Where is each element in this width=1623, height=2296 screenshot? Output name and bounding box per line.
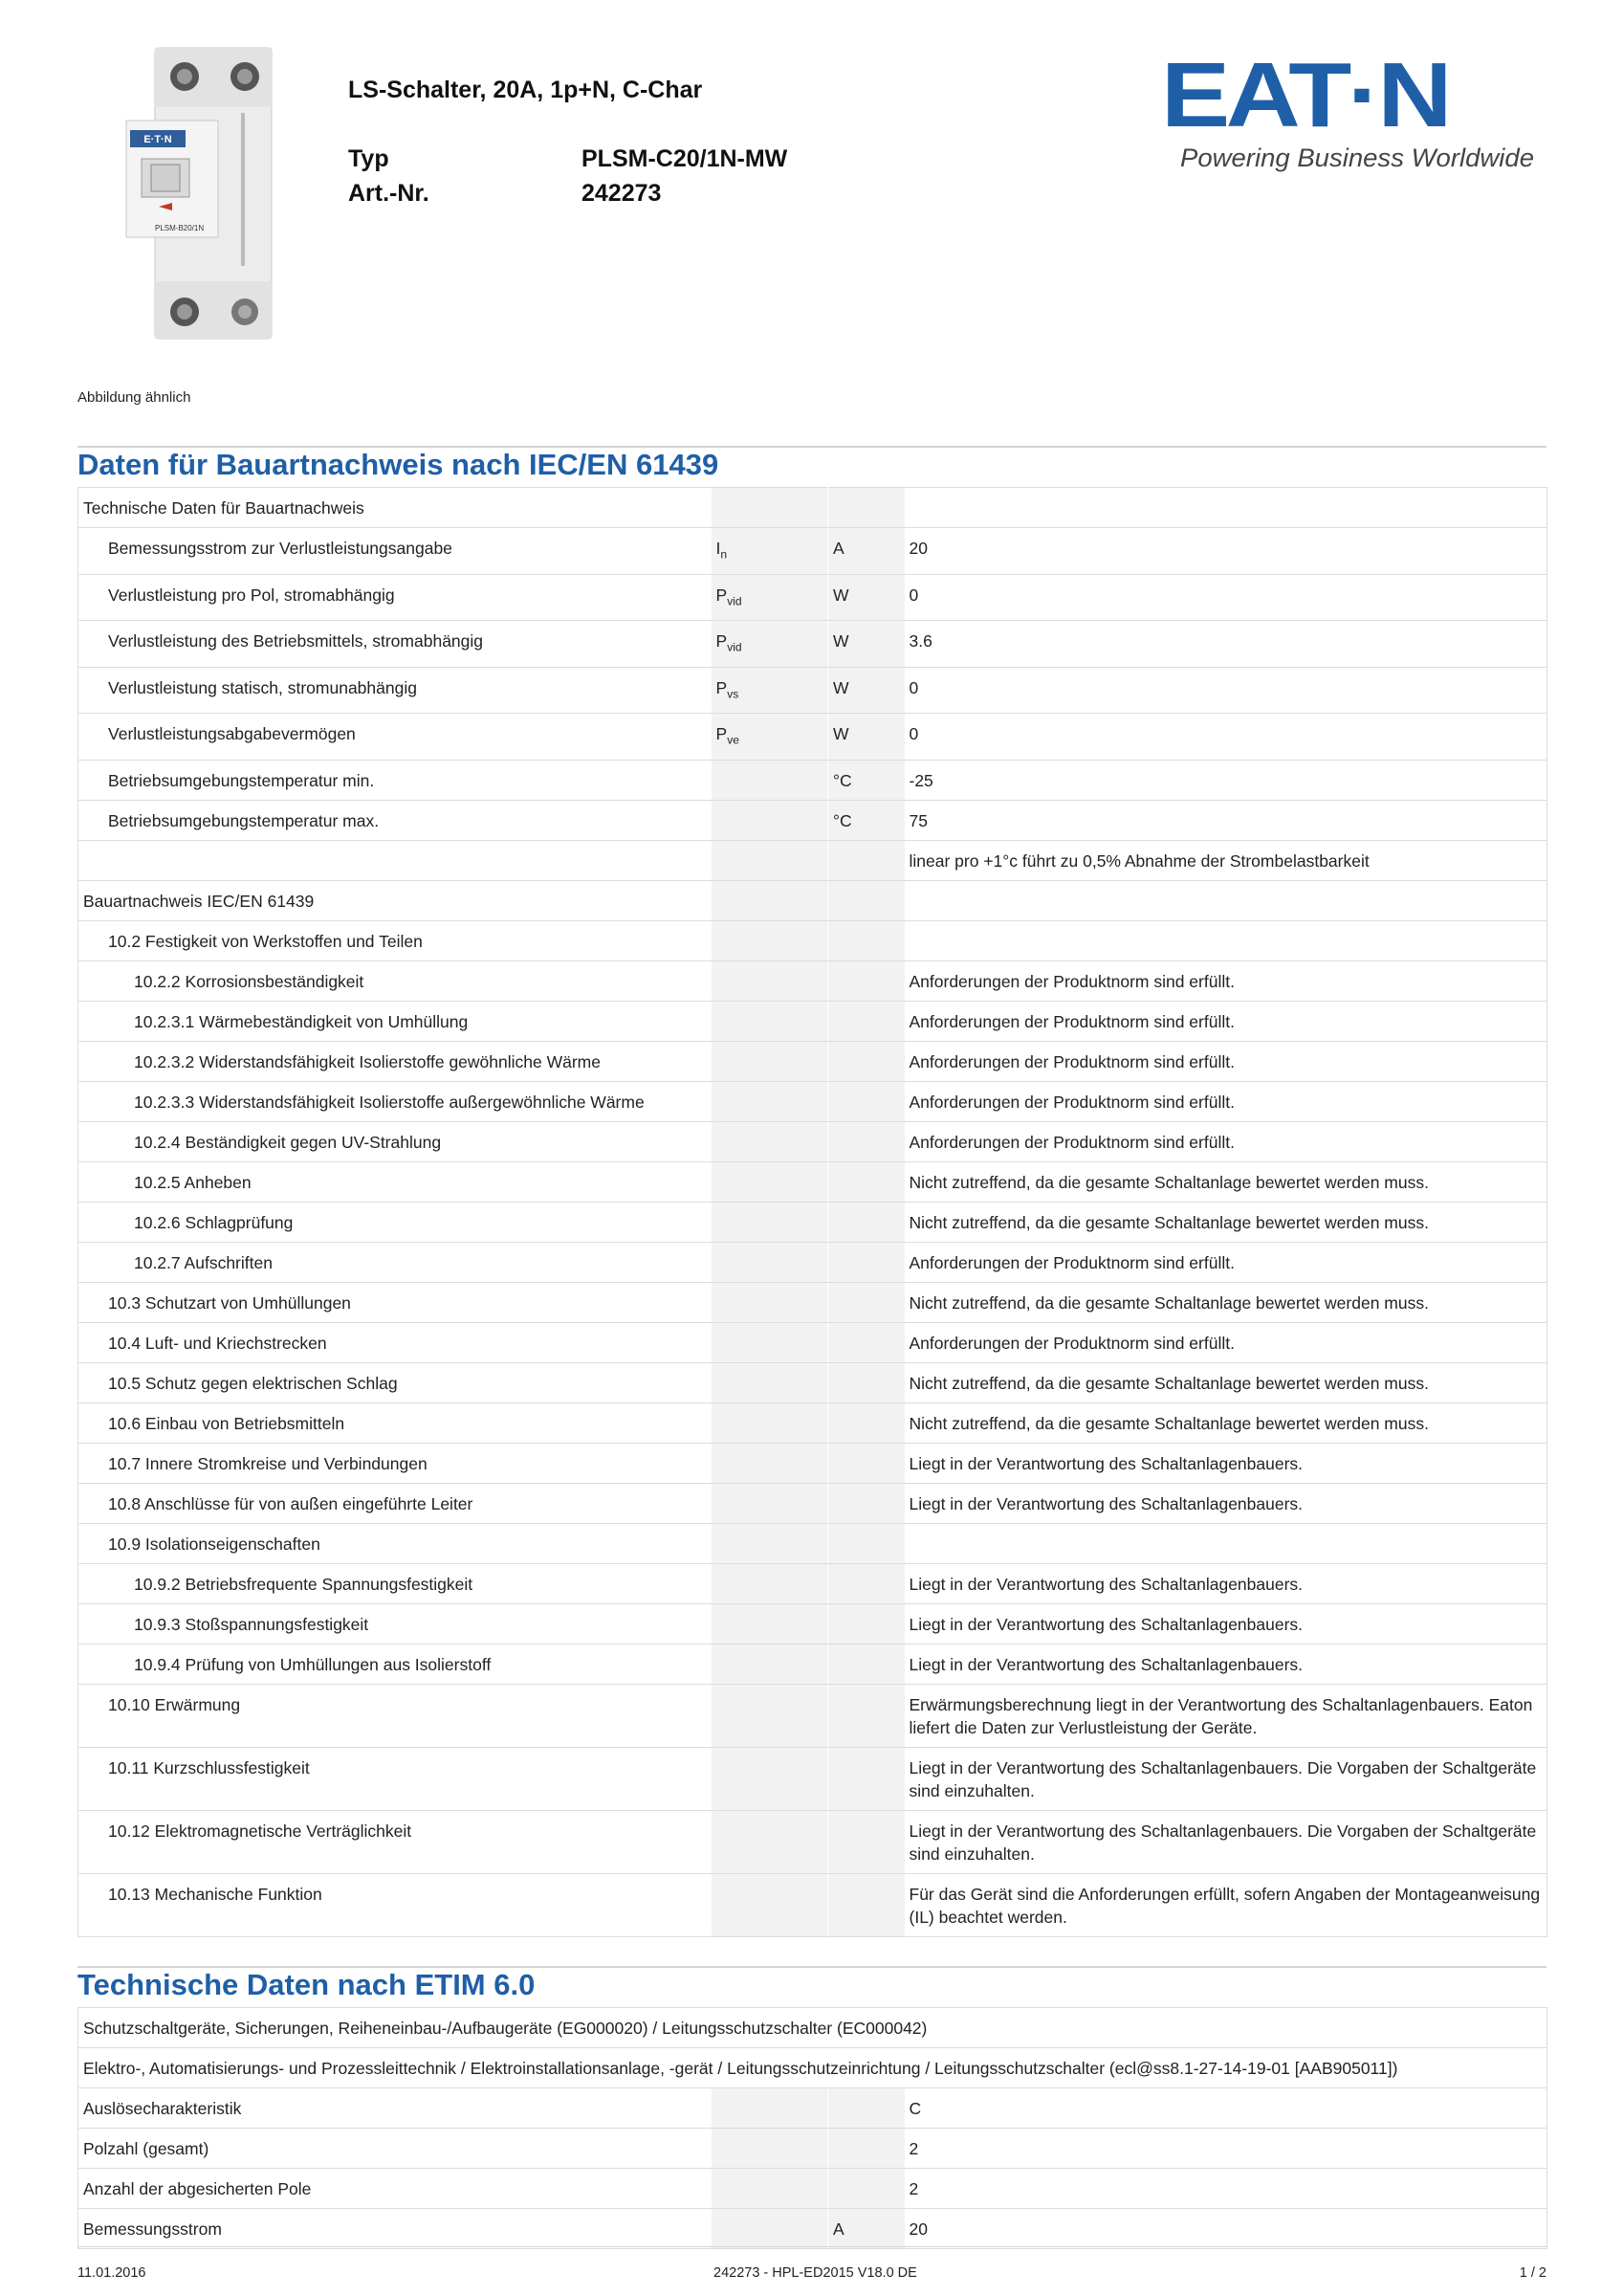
image-caption: Abbildung ähnlich: [77, 389, 191, 406]
row-label: 10.2.3.2 Widerstandsfähigkeit Isolierstoffe gewöhnliche Wärme: [78, 1041, 712, 1081]
symbol-subscript: vid: [727, 594, 742, 607]
row-symbol: [712, 1202, 828, 1242]
table-row: [78, 880, 1547, 920]
row-value: Nicht zutreffend, da die gesamte Schaltanlage bewertet werden muss.: [905, 1202, 1547, 1242]
row-symbol: [712, 2209, 828, 2249]
row-label: 10.6 Einbau von Betriebsmitteln: [78, 1402, 712, 1443]
row-symbol: [712, 1563, 828, 1603]
row-label: 10.9.2 Betriebsfrequente Spannungsfestigkeit: [78, 1563, 712, 1603]
row-value: Nicht zutreffend, da die gesamte Schaltanlage bewertet werden muss.: [905, 1161, 1547, 1202]
row-unit: [828, 1443, 905, 1483]
row-label: 10.2.3.3 Widerstandsfähigkeit Isolierstoffe außergewöhnliche Wärme: [78, 1081, 712, 1121]
table-row: [78, 1282, 1547, 1322]
row-unit: [828, 1161, 905, 1202]
row-symbol: [712, 1443, 828, 1483]
row-value: Liegt in der Verantwortung des Schaltanlagenbauers. Die Vorgaben der Schaltgeräte sind einzuhalten.: [905, 1747, 1547, 1810]
row-value: C: [905, 2088, 1547, 2129]
row-symbol: [712, 1121, 828, 1161]
table-row: [78, 1644, 1547, 1684]
table-row: [78, 1161, 1547, 1202]
row-symbol: [712, 1041, 828, 1081]
row-unit: [828, 2169, 905, 2209]
row-value: Liegt in der Verantwortung des Schaltanlagenbauers.: [905, 1443, 1547, 1483]
row-label: Bauartnachweis IEC/EN 61439: [78, 880, 712, 920]
article-number-value: 242273: [581, 180, 662, 207]
type-value: PLSM-C20/1N-MW: [581, 145, 788, 172]
table-row: [78, 1202, 1547, 1242]
row-label: Bemessungsstrom: [78, 2209, 712, 2249]
row-symbol: [712, 1282, 828, 1322]
row-value: [905, 1523, 1547, 1563]
table-row: [78, 1523, 1547, 1563]
row-symbol: [712, 1081, 828, 1121]
section1-title: Daten für Bauartnachweis nach IEC/EN 61439: [77, 448, 719, 481]
row-symbol: [712, 1402, 828, 1443]
table-row: [78, 1362, 1547, 1402]
row-unit: [828, 1603, 905, 1644]
row-label: 10.7 Innere Stromkreise und Verbindungen: [78, 1443, 712, 1483]
table-row: [78, 1873, 1547, 1936]
classification-row: [78, 2048, 1547, 2088]
row-value: 0: [905, 667, 1547, 714]
row-unit: °C: [828, 760, 905, 800]
row-label: 10.2.6 Schlagprüfung: [78, 1202, 712, 1242]
row-label: 10.8 Anschlüsse für von außen eingeführte Leiter: [78, 1483, 712, 1523]
table-row: [78, 1443, 1547, 1483]
table-row: [78, 528, 1547, 575]
row-value: Liegt in der Verantwortung des Schaltanlagenbauers.: [905, 1644, 1547, 1684]
row-value: [905, 920, 1547, 960]
symbol-subscript: vid: [727, 640, 742, 654]
row-unit: [828, 1563, 905, 1603]
row-unit: [828, 1810, 905, 1873]
row-symbol: [712, 714, 828, 761]
row-symbol: [712, 1322, 828, 1362]
row-value: Nicht zutreffend, da die gesamte Schaltanlage bewertet werden muss.: [905, 1282, 1547, 1322]
row-value: [905, 880, 1547, 920]
device-model-label: PLSM-B20/1N: [155, 224, 205, 232]
row-value: 2: [905, 2129, 1547, 2169]
table-row: [78, 1041, 1547, 1081]
table-row: [78, 1001, 1547, 1041]
row-symbol: [712, 2129, 828, 2169]
row-symbol: [712, 1242, 828, 1282]
row-value: Anforderungen der Produktnorm sind erfüllt.: [905, 960, 1547, 1001]
symbol-subscript: vs: [727, 687, 739, 700]
etim-table: [77, 2007, 1547, 2249]
row-label: Verlustleistung statisch, stromunabhängig: [78, 667, 712, 714]
row-unit: W: [828, 667, 905, 714]
row-value: 0: [905, 574, 1547, 621]
row-unit: [828, 880, 905, 920]
row-value: Für das Gerät sind die Anforderungen erfüllt, sofern Angaben der Montageanweisung (IL) beachtet werden.: [905, 1873, 1547, 1936]
product-image: [113, 42, 314, 348]
row-symbol: [712, 1810, 828, 1873]
row-unit: [828, 920, 905, 960]
row-unit: A: [828, 2209, 905, 2249]
row-value: Anforderungen der Produktnorm sind erfüllt.: [905, 1041, 1547, 1081]
row-symbol: [712, 1362, 828, 1402]
section2-title: Technische Daten nach ETIM 6.0: [77, 1968, 536, 2001]
row-value: -25: [905, 760, 1547, 800]
classification-text: Schutzschaltgeräte, Sicherungen, Reiheneinbau-/Aufbaugeräte (EG000020) / Leitungsschutzschalter (EC000042): [78, 2008, 1547, 2048]
row-unit: [828, 1873, 905, 1936]
row-label: 10.4 Luft- und Kriechstrecken: [78, 1322, 712, 1362]
row-value: 20: [905, 2209, 1547, 2249]
logo-tagline: Powering Business Worldwide: [1180, 144, 1534, 172]
row-label: 10.12 Elektromagnetische Verträglichkeit: [78, 1810, 712, 1873]
row-label: 10.3 Schutzart von Umhüllungen: [78, 1282, 712, 1322]
row-unit: °C: [828, 800, 905, 840]
row-symbol: [712, 920, 828, 960]
row-symbol: [712, 1523, 828, 1563]
row-unit: [828, 1001, 905, 1041]
row-symbol: [712, 574, 828, 621]
row-unit: [828, 1202, 905, 1242]
eaton-logo: [1157, 46, 1559, 180]
row-symbol: [712, 621, 828, 668]
row-unit: [828, 1684, 905, 1747]
row-symbol: [712, 840, 828, 880]
row-label: Polzahl (gesamt): [78, 2129, 712, 2169]
row-value: Liegt in der Verantwortung des Schaltanlagenbauers.: [905, 1603, 1547, 1644]
table-row: [78, 2088, 1547, 2129]
table-row: [78, 1563, 1547, 1603]
row-label: 10.2.5 Anheben: [78, 1161, 712, 1202]
classification-text: Elektro-, Automatisierungs- und Prozessleittechnik / Elektroinstallationsanlage, -gerät / Leitungsschutzeinrichtung / Leitungsschutzschalter (ecl@ss8.1-27-14-19-01 [AAB905011]): [78, 2048, 1547, 2088]
row-value: Erwärmungsberechnung liegt in der Verantwortung des Schaltanlagenbauers. Eaton liefert die Daten zur Verlustleistung der Geräte.: [905, 1684, 1547, 1747]
table-row: [78, 1603, 1547, 1644]
type-label: Typ: [348, 145, 389, 172]
row-unit: [828, 1523, 905, 1563]
footer-date: 11.01.2016: [77, 2265, 146, 2281]
row-label: Verlustleistung pro Pol, stromabhängig: [78, 574, 712, 621]
classification-row: [78, 2008, 1547, 2048]
table-row: [78, 2129, 1547, 2169]
table-row: [78, 1402, 1547, 1443]
row-unit: [828, 840, 905, 880]
row-symbol: [712, 667, 828, 714]
row-label: Bemessungsstrom zur Verlustleistungsangabe: [78, 528, 712, 575]
table-row: [78, 920, 1547, 960]
table-row: [78, 488, 1547, 528]
row-symbol: [712, 1644, 828, 1684]
row-symbol: [712, 960, 828, 1001]
symbol-subscript: n: [720, 547, 728, 562]
row-unit: [828, 2088, 905, 2129]
symbol-text: P: [715, 724, 728, 743]
row-unit: [828, 1041, 905, 1081]
table-row: [78, 1684, 1547, 1747]
row-symbol: [712, 488, 828, 528]
table-row: [78, 840, 1547, 880]
row-label: 10.9.3 Stoßspannungsfestigkeit: [78, 1603, 712, 1644]
row-symbol: [712, 1001, 828, 1041]
row-unit: W: [828, 621, 905, 668]
row-value: 2: [905, 2169, 1547, 2209]
footer-doc-id: 242273 - HPL-ED2015 V18.0 DE: [713, 2265, 917, 2281]
row-unit: [828, 1121, 905, 1161]
row-label: Betriebsumgebungstemperatur max.: [78, 800, 712, 840]
row-unit: [828, 1402, 905, 1443]
row-label: 10.2.7 Aufschriften: [78, 1242, 712, 1282]
row-label: 10.2.2 Korrosionsbeständigkeit: [78, 960, 712, 1001]
table-row: [78, 960, 1547, 1001]
row-symbol: [712, 760, 828, 800]
table-row: [78, 1810, 1547, 1873]
row-unit: [828, 1747, 905, 1810]
symbol-subscript: ve: [727, 733, 739, 747]
row-unit: [828, 1362, 905, 1402]
table-row: [78, 667, 1547, 714]
table-row: [78, 1747, 1547, 1810]
table-row: [78, 760, 1547, 800]
row-symbol: [712, 1483, 828, 1523]
footer-page-number: 1 / 2: [1519, 2265, 1546, 2281]
row-value: Anforderungen der Produktnorm sind erfüllt.: [905, 1322, 1547, 1362]
row-value: 3.6: [905, 621, 1547, 668]
row-unit: [828, 2129, 905, 2169]
row-symbol: [712, 2169, 828, 2209]
row-label: Anzahl der abgesicherten Pole: [78, 2169, 712, 2209]
row-symbol: [712, 880, 828, 920]
row-label: Verlustleistungsabgabevermögen: [78, 714, 712, 761]
row-value: Liegt in der Verantwortung des Schaltanlagenbauers.: [905, 1483, 1547, 1523]
row-unit: A: [828, 528, 905, 575]
logo-wordmark: EAT·N: [1161, 46, 1448, 146]
row-label: 10.10 Erwärmung: [78, 1684, 712, 1747]
product-title: LS-Schalter, 20A, 1p+N, C-Char: [348, 77, 703, 103]
row-value: Anforderungen der Produktnorm sind erfüllt.: [905, 1242, 1547, 1282]
row-value: linear pro +1°c führt zu 0,5% Abnahme der Strombelastbarkeit: [905, 840, 1547, 880]
row-unit: [828, 1644, 905, 1684]
row-label: Betriebsumgebungstemperatur min.: [78, 760, 712, 800]
row-symbol: [712, 800, 828, 840]
row-symbol: [712, 1161, 828, 1202]
device-brand-label: E·T·N: [143, 134, 172, 145]
table-row: [78, 714, 1547, 761]
row-symbol: [712, 2088, 828, 2129]
row-unit: [828, 1081, 905, 1121]
table-row: [78, 1483, 1547, 1523]
row-value: 0: [905, 714, 1547, 761]
row-unit: W: [828, 574, 905, 621]
row-label: 10.9 Isolationseigenschaften: [78, 1523, 712, 1563]
table-row: [78, 2209, 1547, 2249]
row-value: Liegt in der Verantwortung des Schaltanlagenbauers. Die Vorgaben der Schaltgeräte sind einzuhalten.: [905, 1810, 1547, 1873]
row-symbol: [712, 1603, 828, 1644]
row-label: Verlustleistung des Betriebsmittels, stromabhängig: [78, 621, 712, 668]
table-row: [78, 574, 1547, 621]
row-value: Anforderungen der Produktnorm sind erfüllt.: [905, 1081, 1547, 1121]
row-unit: [828, 1483, 905, 1523]
row-value: Anforderungen der Produktnorm sind erfüllt.: [905, 1001, 1547, 1041]
row-value: 75: [905, 800, 1547, 840]
row-unit: [828, 1282, 905, 1322]
row-label: 10.2 Festigkeit von Werkstoffen und Teilen: [78, 920, 712, 960]
row-symbol: [712, 1873, 828, 1936]
table-row: [78, 1121, 1547, 1161]
row-value: Nicht zutreffend, da die gesamte Schaltanlage bewertet werden muss.: [905, 1362, 1547, 1402]
row-label: 10.9.4 Prüfung von Umhüllungen aus Isolierstoff: [78, 1644, 712, 1684]
row-value: [905, 488, 1547, 528]
row-symbol: [712, 528, 828, 575]
symbol-text: I: [715, 539, 721, 558]
row-value: Anforderungen der Produktnorm sind erfüllt.: [905, 1121, 1547, 1161]
footer-divider: [77, 2246, 1546, 2247]
table-row: [78, 621, 1547, 668]
row-label: 10.2.3.1 Wärmebeständigkeit von Umhüllung: [78, 1001, 712, 1041]
table-row: [78, 800, 1547, 840]
row-value: Liegt in der Verantwortung des Schaltanlagenbauers.: [905, 1563, 1547, 1603]
article-number-label: Art.-Nr.: [348, 180, 429, 207]
table-row: [78, 1322, 1547, 1362]
symbol-text: P: [715, 677, 728, 697]
row-unit: [828, 1322, 905, 1362]
row-label: Technische Daten für Bauartnachweis: [78, 488, 712, 528]
symbol-text: P: [715, 585, 728, 605]
row-unit: [828, 960, 905, 1001]
row-unit: [828, 488, 905, 528]
table-row: [78, 1242, 1547, 1282]
row-label: [78, 840, 712, 880]
table-row: [78, 2169, 1547, 2209]
row-unit: [828, 1242, 905, 1282]
symbol-text: P: [715, 631, 728, 651]
row-symbol: [712, 1684, 828, 1747]
row-symbol: [712, 1747, 828, 1810]
row-unit: W: [828, 714, 905, 761]
table-row: [78, 1081, 1547, 1121]
bauartnachweis-table: [77, 487, 1547, 1937]
row-value: 20: [905, 528, 1547, 575]
row-label: 10.5 Schutz gegen elektrischen Schlag: [78, 1362, 712, 1402]
row-value: Nicht zutreffend, da die gesamte Schaltanlage bewertet werden muss.: [905, 1402, 1547, 1443]
row-label: Auslösecharakteristik: [78, 2088, 712, 2129]
row-label: 10.2.4 Beständigkeit gegen UV-Strahlung: [78, 1121, 712, 1161]
row-label: 10.13 Mechanische Funktion: [78, 1873, 712, 1936]
row-label: 10.11 Kurzschlussfestigkeit: [78, 1747, 712, 1810]
